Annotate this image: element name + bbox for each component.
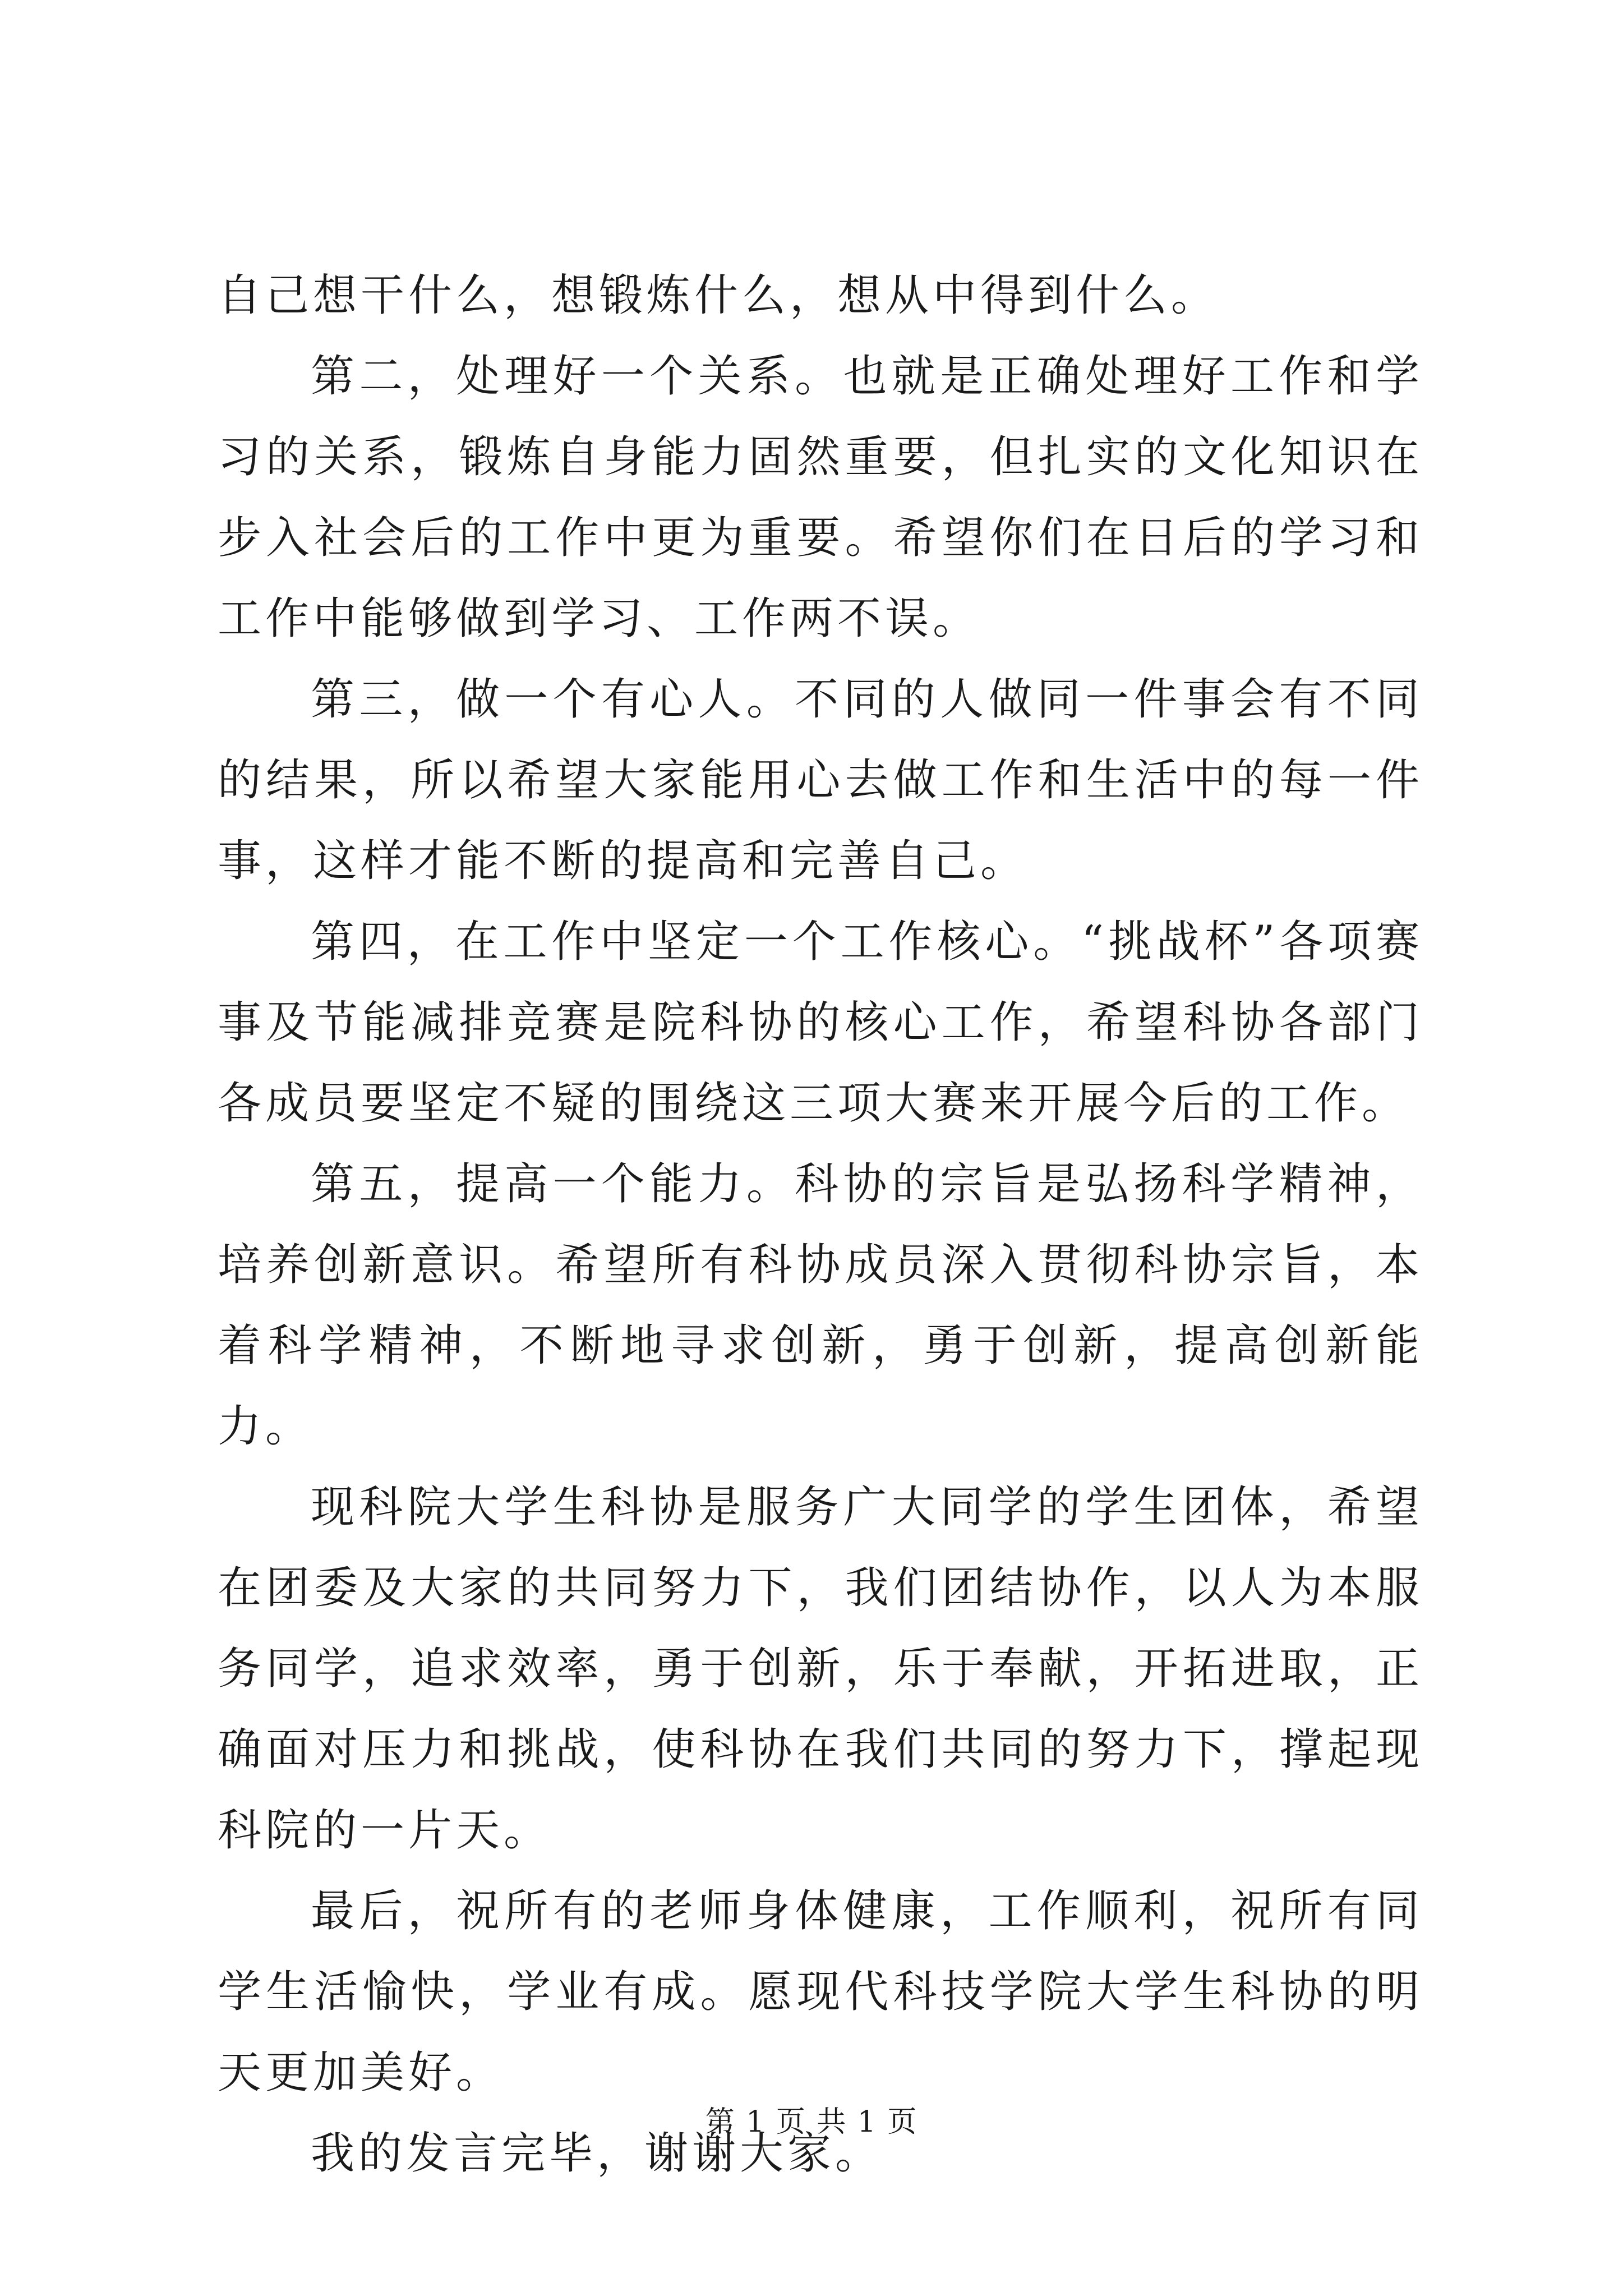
paragraph-closing-thanks: 我的发言完毕，谢谢大家。 <box>311 2128 883 2179</box>
paragraph-point-four: 第四，在工作中坚定一个工作核心。“挑战杯”各项赛事及节能减排竞赛是院科协的核心工作，希望科协各部门各成员要坚定不疑的围绕这三项大赛来开展今后的工作。 <box>218 917 1423 1129</box>
document-body <box>218 255 1423 2194</box>
paragraph-closing-wishes: 最后，祝所有的老师身体健康，工作顺利，祝所有同学生活愉快，学业有成。愿现代科技学院大学生科协的明天更加美好。 <box>218 1886 1423 2098</box>
paragraph-point-three: 第三，做一个有心人。不同的人做同一件事会有不同的结果，所以希望大家能用心去做工作和生活中的每一件事，这样才能不断的提高和完善自己。 <box>218 674 1423 886</box>
paragraph-point-five: 第五，提高一个能力。科协的宗旨是弘扬科学精神，培养创新意识。希望所有科协成员深入贯彻科协宗旨，本着科学精神，不断地寻求创新，勇于创新，提高创新能力。 <box>218 1159 1423 1452</box>
paragraph-continuation: 自己想干什么，想锻炼什么，想从中得到什么。 <box>218 270 1219 321</box>
paragraph-point-two: 第二，处理好一个关系。也就是正确处理好工作和学习的关系，锻炼自身能力固然重要，但扎实的文化知识在步入社会后的工作中更为重要。希望你们在日后的学习和工作中能够做到学习、工作两不误。 <box>218 351 1423 644</box>
paragraph-association-vision: 现科院大学生科协是服务广大同学的学生团体，希望在团委及大家的共同努力下，我们团结协作，以人为本服务同学，追求效率，勇于创新，乐于奉献，开拓进取，正确面对压力和挑战，使科协在我们共同的努力下，撑起现科院的一片天。 <box>218 1482 1423 1856</box>
page-number-footer: 第 1 页 共 1 页 <box>705 2105 918 2139</box>
